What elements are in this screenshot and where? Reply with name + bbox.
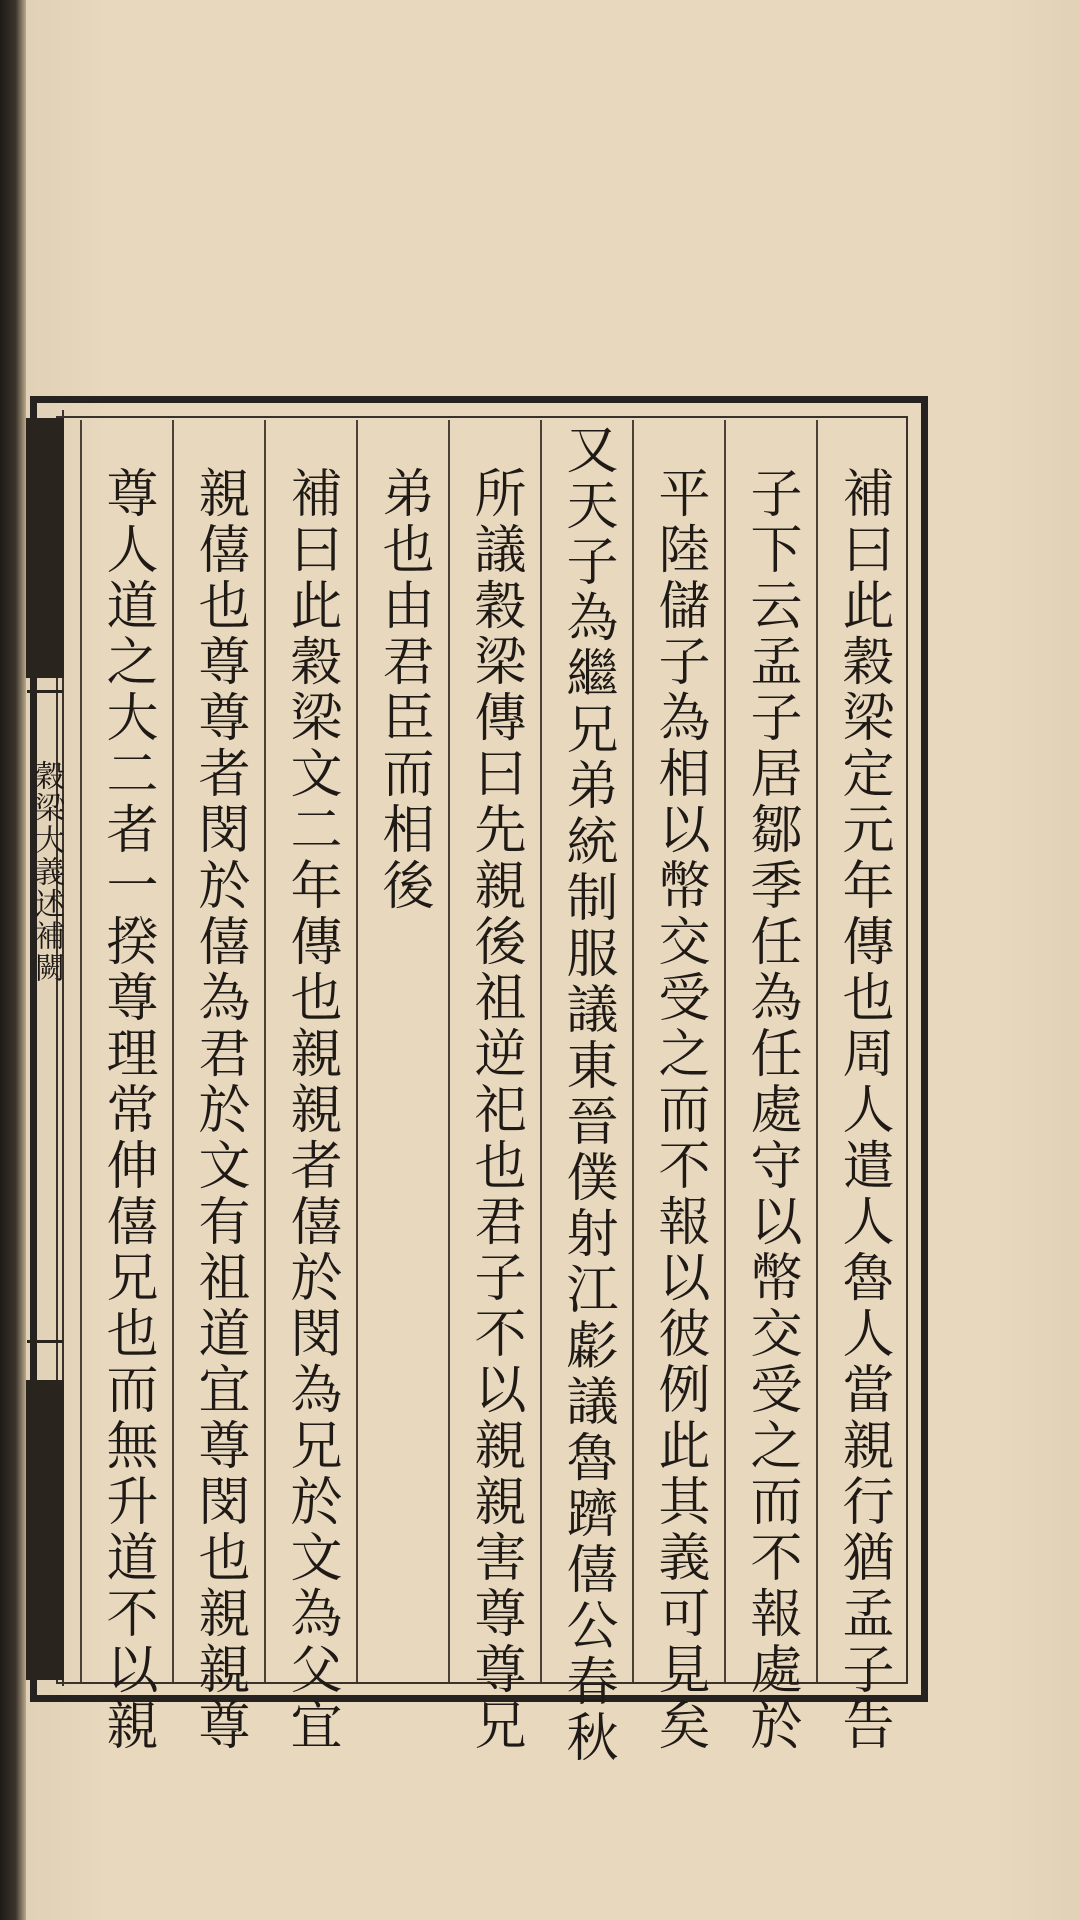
- text-column-5: [448, 420, 540, 1754]
- column-text: 尊人道之大二者一揆尊理常伸僖兄也而無升道不以親: [97, 466, 157, 1754]
- text-column-9: [80, 420, 172, 1754]
- fish-tail-mark-top: [26, 418, 64, 678]
- page-spine-edge: [0, 0, 26, 1920]
- text-column-7: [264, 420, 356, 1754]
- fish-tail-line-top: [27, 690, 63, 724]
- column-text: 平陸儲子為相以幣交受之而不報以彼例此其義可見矣: [649, 466, 709, 1754]
- column-text: 所議穀梁傳曰先親後祖逆祀也君子不以親親害尊尊兄: [465, 466, 525, 1754]
- column-text: 弟也由君臣而相後: [373, 466, 433, 914]
- text-column-3: [632, 420, 724, 1754]
- text-column-1: [816, 420, 908, 1754]
- fish-tail-line-bottom: [27, 1340, 63, 1374]
- text-column-8: [172, 420, 264, 1754]
- column-text: 親僖也尊尊者閔於僖為君於文有祖道宜尊閔也親親尊: [189, 466, 249, 1754]
- text-column-2: [724, 420, 816, 1754]
- text-column-4: [540, 420, 632, 1766]
- text-column-6: [356, 420, 448, 1682]
- column-text: 補曰此穀梁文二年傳也親親者僖於閔為兄於文為父宜: [281, 466, 341, 1754]
- column-text: 又天子為繼兄弟統制服議東晉僕射江虨議魯躋僖公春秋: [557, 422, 617, 1766]
- column-text: 子下云孟子居鄒季任為任處守以幣交受之而不報處於: [741, 466, 801, 1754]
- column-text: 補曰此穀梁定元年傳也周人遣人魯人當親行猶孟子告: [833, 466, 893, 1754]
- fish-tail-mark-bottom: [26, 1380, 64, 1680]
- book-title-margin: 穀梁大義述補闕: [29, 760, 64, 984]
